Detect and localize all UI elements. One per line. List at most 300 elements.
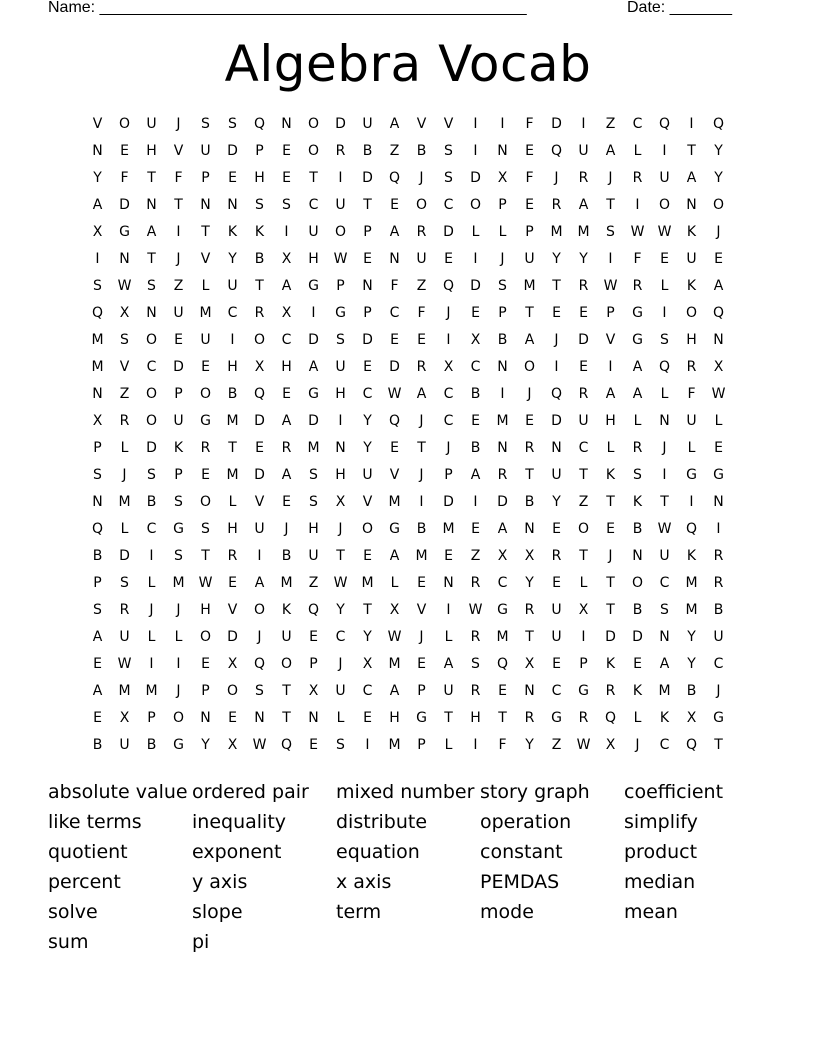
grid-letter: F (390, 278, 399, 294)
grid-letter: E (93, 656, 102, 672)
word-list-item: coefficient (624, 781, 724, 803)
grid-letter: M (658, 683, 671, 699)
grid-letter: I (473, 251, 478, 267)
grid-letter: P (417, 683, 426, 699)
grid-letter: U (281, 629, 292, 645)
grid-letter: O (577, 521, 590, 537)
grid-letter: J (338, 521, 343, 537)
grid-letter: N (551, 440, 562, 456)
grid-letter: I (149, 656, 154, 672)
grid-letter: Y (687, 656, 696, 672)
grid-letter: C (443, 386, 454, 402)
grid-letter: O (145, 332, 158, 348)
grid-letter: E (390, 197, 399, 213)
grid-letter: I (95, 251, 100, 267)
grid-letter: N (713, 494, 724, 510)
grid-letter: D (470, 170, 481, 186)
grid-letter: L (147, 629, 156, 645)
grid-letter: N (146, 197, 157, 213)
grid-letter: S (471, 656, 480, 672)
grid-letter: U (551, 629, 562, 645)
grid-letter: U (308, 224, 319, 240)
grid-letter: X (362, 656, 373, 672)
grid-letter: E (201, 656, 210, 672)
grid-letter: Y (363, 413, 372, 429)
grid-letter: N (335, 440, 346, 456)
grid-letter: L (633, 413, 642, 429)
grid-letter: C (632, 116, 643, 132)
grid-letter: S (174, 548, 183, 564)
grid-letter: C (335, 629, 346, 645)
grid-letter: M (226, 413, 239, 429)
grid-letter: P (498, 305, 507, 321)
grid-letter: D (443, 494, 454, 510)
grid-letter: V (605, 332, 616, 348)
grid-letter: O (361, 521, 374, 537)
grid-letter: Y (228, 251, 237, 267)
grid-letter: O (307, 116, 320, 132)
grid-letter: Y (579, 251, 588, 267)
grid-letter: U (686, 413, 697, 429)
grid-letter: J (419, 629, 424, 645)
grid-letter: S (93, 467, 102, 483)
grid-letter: A (146, 224, 157, 240)
grid-letter: E (633, 656, 642, 672)
grid-letter: J (122, 467, 127, 483)
word-list-item: exponent (192, 841, 282, 863)
grid-letter: P (255, 143, 264, 159)
grid-letter: L (633, 143, 642, 159)
grid-letter: Y (714, 170, 723, 186)
word-list-item: y axis (192, 871, 248, 893)
grid-letter: G (497, 602, 508, 618)
grid-letter: R (632, 170, 643, 186)
grid-letter: Q (91, 305, 104, 321)
word-list-item: equation (336, 841, 420, 863)
grid-letter: G (416, 710, 427, 726)
grid-letter: Q (388, 413, 401, 429)
grid-letter: X (119, 710, 130, 726)
grid-letter: T (147, 170, 156, 186)
grid-letter: I (500, 116, 505, 132)
grid-letter: T (660, 494, 669, 510)
grid-letter: Q (685, 737, 698, 753)
grid-letter: X (281, 305, 292, 321)
grid-letter: J (608, 548, 613, 564)
grid-letter: S (282, 197, 291, 213)
grid-letter: Y (525, 737, 534, 753)
grid-letter: U (308, 548, 319, 564)
grid-letter: X (389, 602, 400, 618)
grid-letter: B (227, 386, 238, 402)
grid-letter: U (686, 251, 697, 267)
grid-letter: T (525, 629, 534, 645)
grid-letter: E (579, 359, 588, 375)
grid-letter: R (119, 602, 130, 618)
grid-letter: D (308, 332, 319, 348)
grid-letter: I (662, 305, 667, 321)
grid-letter: A (470, 467, 481, 483)
grid-letter: J (419, 467, 424, 483)
grid-letter: K (173, 440, 184, 456)
grid-letter: D (254, 413, 265, 429)
grid-letter: S (201, 116, 210, 132)
grid-letter: U (524, 251, 535, 267)
grid-letter: J (419, 413, 424, 429)
grid-letter: Y (201, 737, 210, 753)
grid-letter: N (443, 575, 454, 591)
grid-letter: U (578, 143, 589, 159)
grid-letter: N (92, 143, 103, 159)
grid-letter: Q (658, 359, 671, 375)
grid-letter: W (657, 521, 672, 537)
grid-letter: P (174, 386, 183, 402)
grid-letter: I (230, 332, 235, 348)
grid-letter: X (227, 737, 238, 753)
grid-letter: C (146, 521, 157, 537)
grid-letter: D (227, 629, 238, 645)
grid-letter: E (282, 170, 291, 186)
grid-letter: C (659, 737, 670, 753)
grid-letter: S (120, 332, 129, 348)
grid-letter: C (713, 656, 724, 672)
date-field-label: Date: _______ (627, 0, 732, 16)
grid-letter: N (524, 521, 535, 537)
grid-letter: U (173, 305, 184, 321)
grid-letter: S (444, 170, 453, 186)
grid-letter: B (254, 251, 265, 267)
grid-letter: G (632, 305, 643, 321)
grid-letter: T (282, 683, 291, 699)
grid-letter: Y (93, 170, 102, 186)
grid-letter: P (201, 683, 210, 699)
grid-letter: E (309, 737, 318, 753)
grid-letter: P (363, 224, 372, 240)
grid-letter: Z (173, 278, 184, 294)
grid-letter: M (280, 575, 293, 591)
grid-letter: S (147, 467, 156, 483)
grid-letter: L (687, 440, 696, 456)
grid-letter: O (334, 224, 347, 240)
grid-letter: R (524, 602, 535, 618)
grid-letter: P (579, 656, 588, 672)
grid-letter: M (118, 494, 131, 510)
grid-letter: O (253, 602, 266, 618)
grid-letter: B (146, 737, 157, 753)
grid-letter: O (172, 710, 185, 726)
grid-letter: A (92, 197, 103, 213)
grid-letter: S (498, 278, 507, 294)
grid-letter: B (416, 521, 427, 537)
grid-letter: Q (91, 521, 104, 537)
grid-letter: J (446, 440, 451, 456)
grid-letter: R (470, 575, 481, 591)
grid-letter: C (362, 683, 373, 699)
grid-letter: E (417, 656, 426, 672)
word-list-item: operation (480, 811, 572, 833)
grid-letter: D (362, 332, 373, 348)
grid-letter: Z (605, 116, 616, 132)
grid-letter: X (92, 413, 103, 429)
grid-letter: B (524, 494, 535, 510)
grid-letter: N (200, 197, 211, 213)
word-list-item: quotient (48, 841, 128, 863)
grid-letter: H (281, 359, 292, 375)
grid-letter: E (552, 305, 561, 321)
grid-letter: P (336, 278, 345, 294)
grid-letter: T (174, 197, 183, 213)
word-list-item: simplify (624, 811, 698, 833)
grid-letter: J (176, 683, 181, 699)
grid-letter: T (147, 251, 156, 267)
grid-letter: D (605, 629, 616, 645)
grid-letter: A (92, 683, 103, 699)
grid-letter: J (176, 116, 181, 132)
grid-letter: V (227, 602, 238, 618)
grid-letter: Q (253, 656, 266, 672)
grid-letter: H (389, 710, 400, 726)
grid-letter: A (524, 332, 535, 348)
grid-letter: M (91, 359, 104, 375)
grid-letter: A (92, 629, 103, 645)
grid-letter: I (635, 197, 640, 213)
grid-letter: E (228, 170, 237, 186)
grid-letter: J (338, 656, 343, 672)
grid-letter: E (525, 413, 534, 429)
grid-letter: A (389, 548, 400, 564)
grid-letter: U (200, 143, 211, 159)
grid-letter: I (581, 116, 586, 132)
grid-letter: R (119, 413, 130, 429)
grid-letter: P (525, 224, 534, 240)
grid-letter: S (633, 467, 642, 483)
grid-letter: Y (687, 629, 696, 645)
grid-letter: L (336, 710, 345, 726)
grid-letter: X (254, 359, 265, 375)
grid-letter: K (605, 467, 616, 483)
grid-letter: H (308, 521, 319, 537)
grid-letter: B (92, 737, 103, 753)
grid-letter: O (523, 359, 536, 375)
grid-letter: C (497, 575, 508, 591)
grid-letter: E (363, 710, 372, 726)
grid-letter: O (199, 629, 212, 645)
grid-letter: N (92, 494, 103, 510)
grid-letter: Q (442, 278, 455, 294)
grid-letter: K (227, 224, 238, 240)
grid-letter: I (284, 224, 289, 240)
grid-letter: P (174, 467, 183, 483)
grid-letter: A (281, 278, 292, 294)
grid-letter: I (311, 305, 316, 321)
grid-letter: I (554, 359, 559, 375)
grid-letter: T (606, 602, 615, 618)
grid-letter: R (470, 683, 481, 699)
word-list-item: mixed number (336, 781, 475, 803)
grid-letter: C (578, 440, 589, 456)
grid-letter: Z (416, 278, 427, 294)
grid-letter: K (686, 548, 697, 564)
grid-letter: T (201, 548, 210, 564)
grid-letter: M (415, 548, 428, 564)
grid-letter: E (525, 197, 534, 213)
grid-letter: N (497, 359, 508, 375)
grid-letter: E (579, 305, 588, 321)
grid-letter: N (92, 386, 103, 402)
grid-letter: I (608, 359, 613, 375)
grid-letter: D (551, 116, 562, 132)
grid-letter: E (363, 251, 372, 267)
word-list-item: pi (192, 931, 210, 953)
grid-letter: J (608, 170, 613, 186)
grid-letter: X (227, 656, 238, 672)
grid-letter: Q (307, 602, 320, 618)
grid-letter: Y (552, 494, 561, 510)
grid-letter: V (416, 602, 427, 618)
grid-letter: B (92, 548, 103, 564)
grid-letter: J (554, 332, 559, 348)
grid-letter: O (280, 656, 293, 672)
grid-letter: R (578, 170, 589, 186)
grid-letter: E (390, 440, 399, 456)
grid-letter: X (335, 494, 346, 510)
grid-letter: S (444, 143, 453, 159)
word-list-item: like terms (48, 811, 142, 833)
grid-letter: C (443, 197, 454, 213)
word-list-item: mean (624, 901, 678, 923)
grid-letter: W (576, 737, 591, 753)
grid-letter: E (444, 251, 453, 267)
grid-letter: A (443, 656, 454, 672)
grid-letter: E (228, 710, 237, 726)
grid-letter: T (309, 170, 318, 186)
grid-letter: A (281, 413, 292, 429)
grid-letter: A (632, 359, 643, 375)
grid-letter: W (603, 278, 618, 294)
grid-letter: J (527, 386, 532, 402)
grid-letter: P (363, 305, 372, 321)
grid-letter: R (686, 359, 697, 375)
grid-letter: I (662, 143, 667, 159)
grid-letter: D (173, 359, 184, 375)
word-list-item: mode (480, 901, 534, 923)
grid-letter: X (497, 170, 508, 186)
grid-letter: U (335, 197, 346, 213)
grid-letter: O (307, 143, 320, 159)
grid-letter: U (173, 413, 184, 429)
grid-letter: J (635, 737, 640, 753)
grid-letter: L (714, 413, 723, 429)
grid-letter: Q (712, 305, 725, 321)
grid-letter: J (716, 683, 721, 699)
grid-letter: T (606, 575, 615, 591)
grid-letter: Q (685, 521, 698, 537)
grid-letter: H (227, 521, 238, 537)
grid-letter: O (685, 305, 698, 321)
grid-letter: M (388, 494, 401, 510)
grid-letter: I (338, 413, 343, 429)
grid-letter: U (254, 521, 265, 537)
grid-letter: W (468, 602, 483, 618)
grid-letter: E (714, 440, 723, 456)
grid-letter: L (444, 629, 453, 645)
grid-letter: D (146, 440, 157, 456)
grid-letter: P (201, 170, 210, 186)
grid-letter: M (685, 575, 698, 591)
grid-letter: D (578, 332, 589, 348)
grid-letter: S (120, 575, 129, 591)
grid-letter: G (173, 737, 184, 753)
grid-letter: I (473, 494, 478, 510)
grid-letter: T (579, 467, 588, 483)
grid-letter: Q (388, 170, 401, 186)
grid-letter: Q (280, 737, 293, 753)
grid-letter: M (361, 575, 374, 591)
grid-letter: J (176, 602, 181, 618)
grid-letter: O (469, 197, 482, 213)
grid-letter: C (146, 359, 157, 375)
grid-letter: Q (496, 656, 509, 672)
grid-letter: Q (253, 386, 266, 402)
grid-letter: U (578, 413, 589, 429)
grid-letter: E (282, 386, 291, 402)
grid-letter: N (227, 197, 238, 213)
grid-letter: R (524, 440, 535, 456)
grid-letter: U (119, 737, 130, 753)
grid-letter: T (255, 278, 264, 294)
grid-letter: Z (119, 386, 130, 402)
grid-letter: U (659, 170, 670, 186)
grid-letter: E (471, 305, 480, 321)
grid-letter: Y (714, 143, 723, 159)
grid-letter: P (606, 305, 615, 321)
grid-letter: D (443, 224, 454, 240)
grid-letter: U (659, 548, 670, 564)
grid-letter: I (446, 332, 451, 348)
grid-letter: V (416, 116, 427, 132)
grid-letter: G (200, 413, 211, 429)
grid-letter: U (227, 278, 238, 294)
grid-letter: V (389, 467, 400, 483)
word-list-item: story graph (480, 781, 590, 803)
grid-letter: T (363, 602, 372, 618)
grid-letter: L (606, 440, 615, 456)
grid-letter: P (309, 656, 318, 672)
grid-letter: U (416, 251, 427, 267)
grid-letter: W (333, 251, 348, 267)
grid-letter: G (551, 710, 562, 726)
grid-letter: I (365, 737, 370, 753)
grid-letter: U (362, 116, 373, 132)
grid-letter: C (659, 575, 670, 591)
grid-letter: L (660, 278, 669, 294)
word-list-item: absolute value (48, 781, 188, 803)
grid-letter: O (199, 494, 212, 510)
grid-letter: I (689, 116, 694, 132)
grid-letter: U (335, 683, 346, 699)
grid-letter: I (419, 494, 424, 510)
grid-letter: G (632, 332, 643, 348)
grid-letter: H (254, 170, 265, 186)
grid-letter: M (523, 278, 536, 294)
grid-letter: T (525, 467, 534, 483)
grid-letter: D (119, 197, 130, 213)
grid-letter: F (417, 305, 426, 321)
grid-letter: X (524, 548, 535, 564)
grid-letter: N (497, 143, 508, 159)
grid-letter: A (605, 143, 616, 159)
grid-letter: F (498, 737, 507, 753)
